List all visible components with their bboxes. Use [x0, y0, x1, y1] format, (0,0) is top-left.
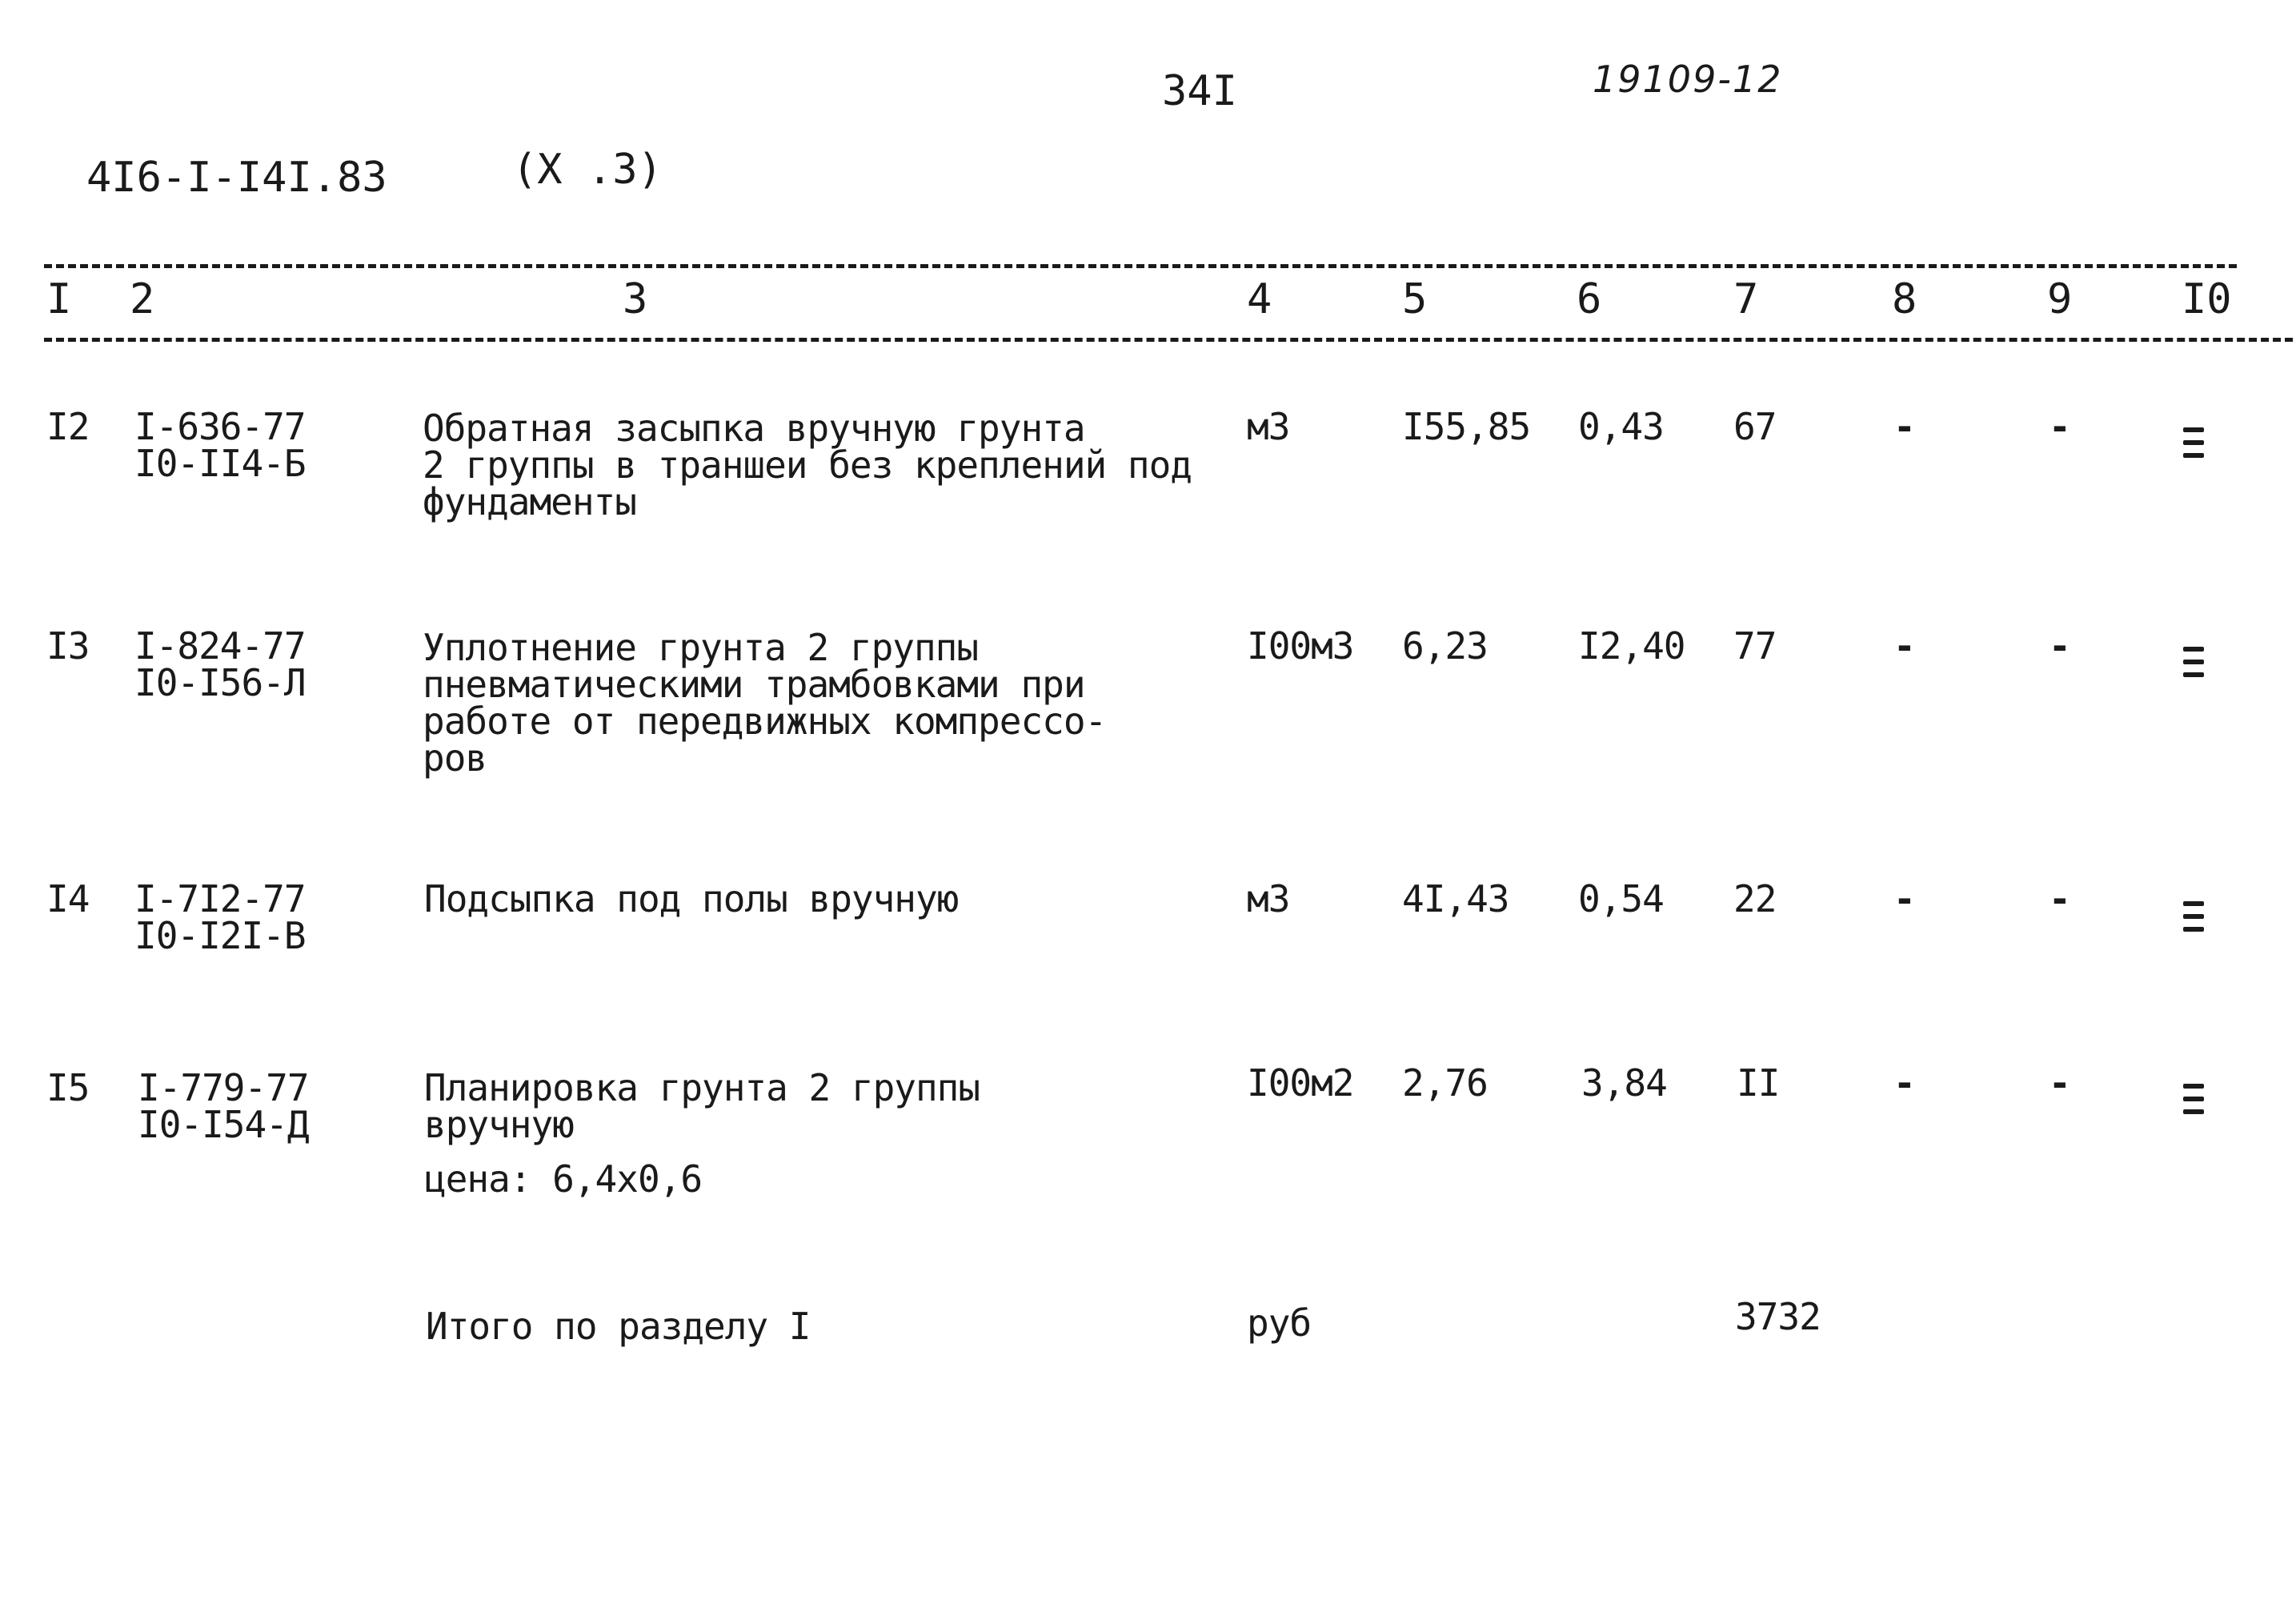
row-unit: м3 [1247, 405, 1290, 448]
row-number: I2 [46, 405, 90, 448]
row-total: 77 [1733, 624, 1777, 668]
row-price: 0,43 [1578, 405, 1664, 448]
row-quantity: 2,76 [1402, 1061, 1488, 1105]
row-unit: I00м3 [1247, 624, 1354, 668]
row-code-secondary: I0-I54-Д [138, 1103, 309, 1146]
section-reference: (X .3) [512, 146, 663, 194]
row-number: I4 [46, 877, 90, 920]
row-price-note: цена: 6,4х0,6 [424, 1157, 703, 1201]
column-header: 6 [1577, 275, 1602, 323]
column-header: 7 [1733, 275, 1759, 323]
row-col9: - [2049, 877, 2071, 920]
row-quantity: I55,85 [1402, 405, 1531, 448]
ditto-mark [2183, 427, 2204, 466]
row-total: II [1737, 1061, 1780, 1105]
ditto-mark [2183, 1084, 2204, 1122]
row-col9: - [2049, 1061, 2071, 1105]
table-top-rule [44, 264, 2237, 268]
column-header: 5 [1402, 275, 1428, 323]
row-code-secondary: I0-I2I-В [134, 914, 306, 957]
column-header: I0 [2182, 275, 2232, 323]
row-price: 3,84 [1581, 1061, 1667, 1105]
summary-unit: руб [1247, 1301, 1312, 1345]
row-col9: - [2049, 624, 2071, 668]
column-header: 3 [623, 275, 648, 323]
row-col9: - [2049, 405, 2071, 448]
row-description: Уплотнение грунта 2 группы пневматическими трамбовками при работе от передвижных компрессо- ров [423, 626, 1107, 780]
row-col8: - [1893, 405, 1916, 448]
row-col8: - [1893, 624, 1916, 668]
row-code-primary: I-7I2-77 [134, 877, 306, 920]
document-code: 4I6-I-I4I.83 [86, 154, 387, 202]
row-unit: I00м2 [1247, 1061, 1354, 1105]
table-header-rule [44, 338, 2293, 342]
row-col8: - [1893, 1061, 1916, 1105]
row-description: Подсыпка под полы вручную [424, 877, 959, 920]
summary-total: 3732 [1735, 1295, 1821, 1338]
ditto-mark [2183, 647, 2204, 685]
row-description: Планировка грунта 2 группы вручную [424, 1066, 980, 1146]
row-code-primary: I-779-77 [138, 1066, 309, 1109]
row-number: I5 [46, 1066, 90, 1109]
row-price: 0,54 [1578, 877, 1664, 920]
row-code-primary: I-824-77 [134, 624, 306, 668]
row-total: 67 [1733, 405, 1777, 448]
ditto-mark [2183, 901, 2204, 940]
column-header: I [46, 275, 72, 323]
column-header: 9 [2047, 275, 2073, 323]
column-header: 4 [1247, 275, 1272, 323]
page-number: 34I [1162, 67, 1237, 115]
row-code-secondary: I0-II4-Б [134, 442, 306, 485]
row-quantity: 6,23 [1402, 624, 1488, 668]
row-code-secondary: I0-I56-Л [134, 661, 306, 704]
row-col8: - [1893, 877, 1916, 920]
row-code-primary: I-636-77 [134, 405, 306, 448]
column-header: 2 [130, 275, 155, 323]
row-description: Обратная засыпка вручную грунта 2 группы в траншеи без креплений под фундаменты [423, 407, 1192, 523]
row-unit: м3 [1247, 877, 1290, 920]
handwritten-code: 19109-12 [1593, 58, 1783, 101]
row-number: I3 [46, 624, 90, 668]
row-total: 22 [1733, 877, 1777, 920]
column-header: 8 [1892, 275, 1917, 323]
summary-label: Итого по разделу I [426, 1305, 811, 1348]
row-quantity: 4I,43 [1402, 877, 1509, 920]
row-price: I2,40 [1578, 624, 1685, 668]
